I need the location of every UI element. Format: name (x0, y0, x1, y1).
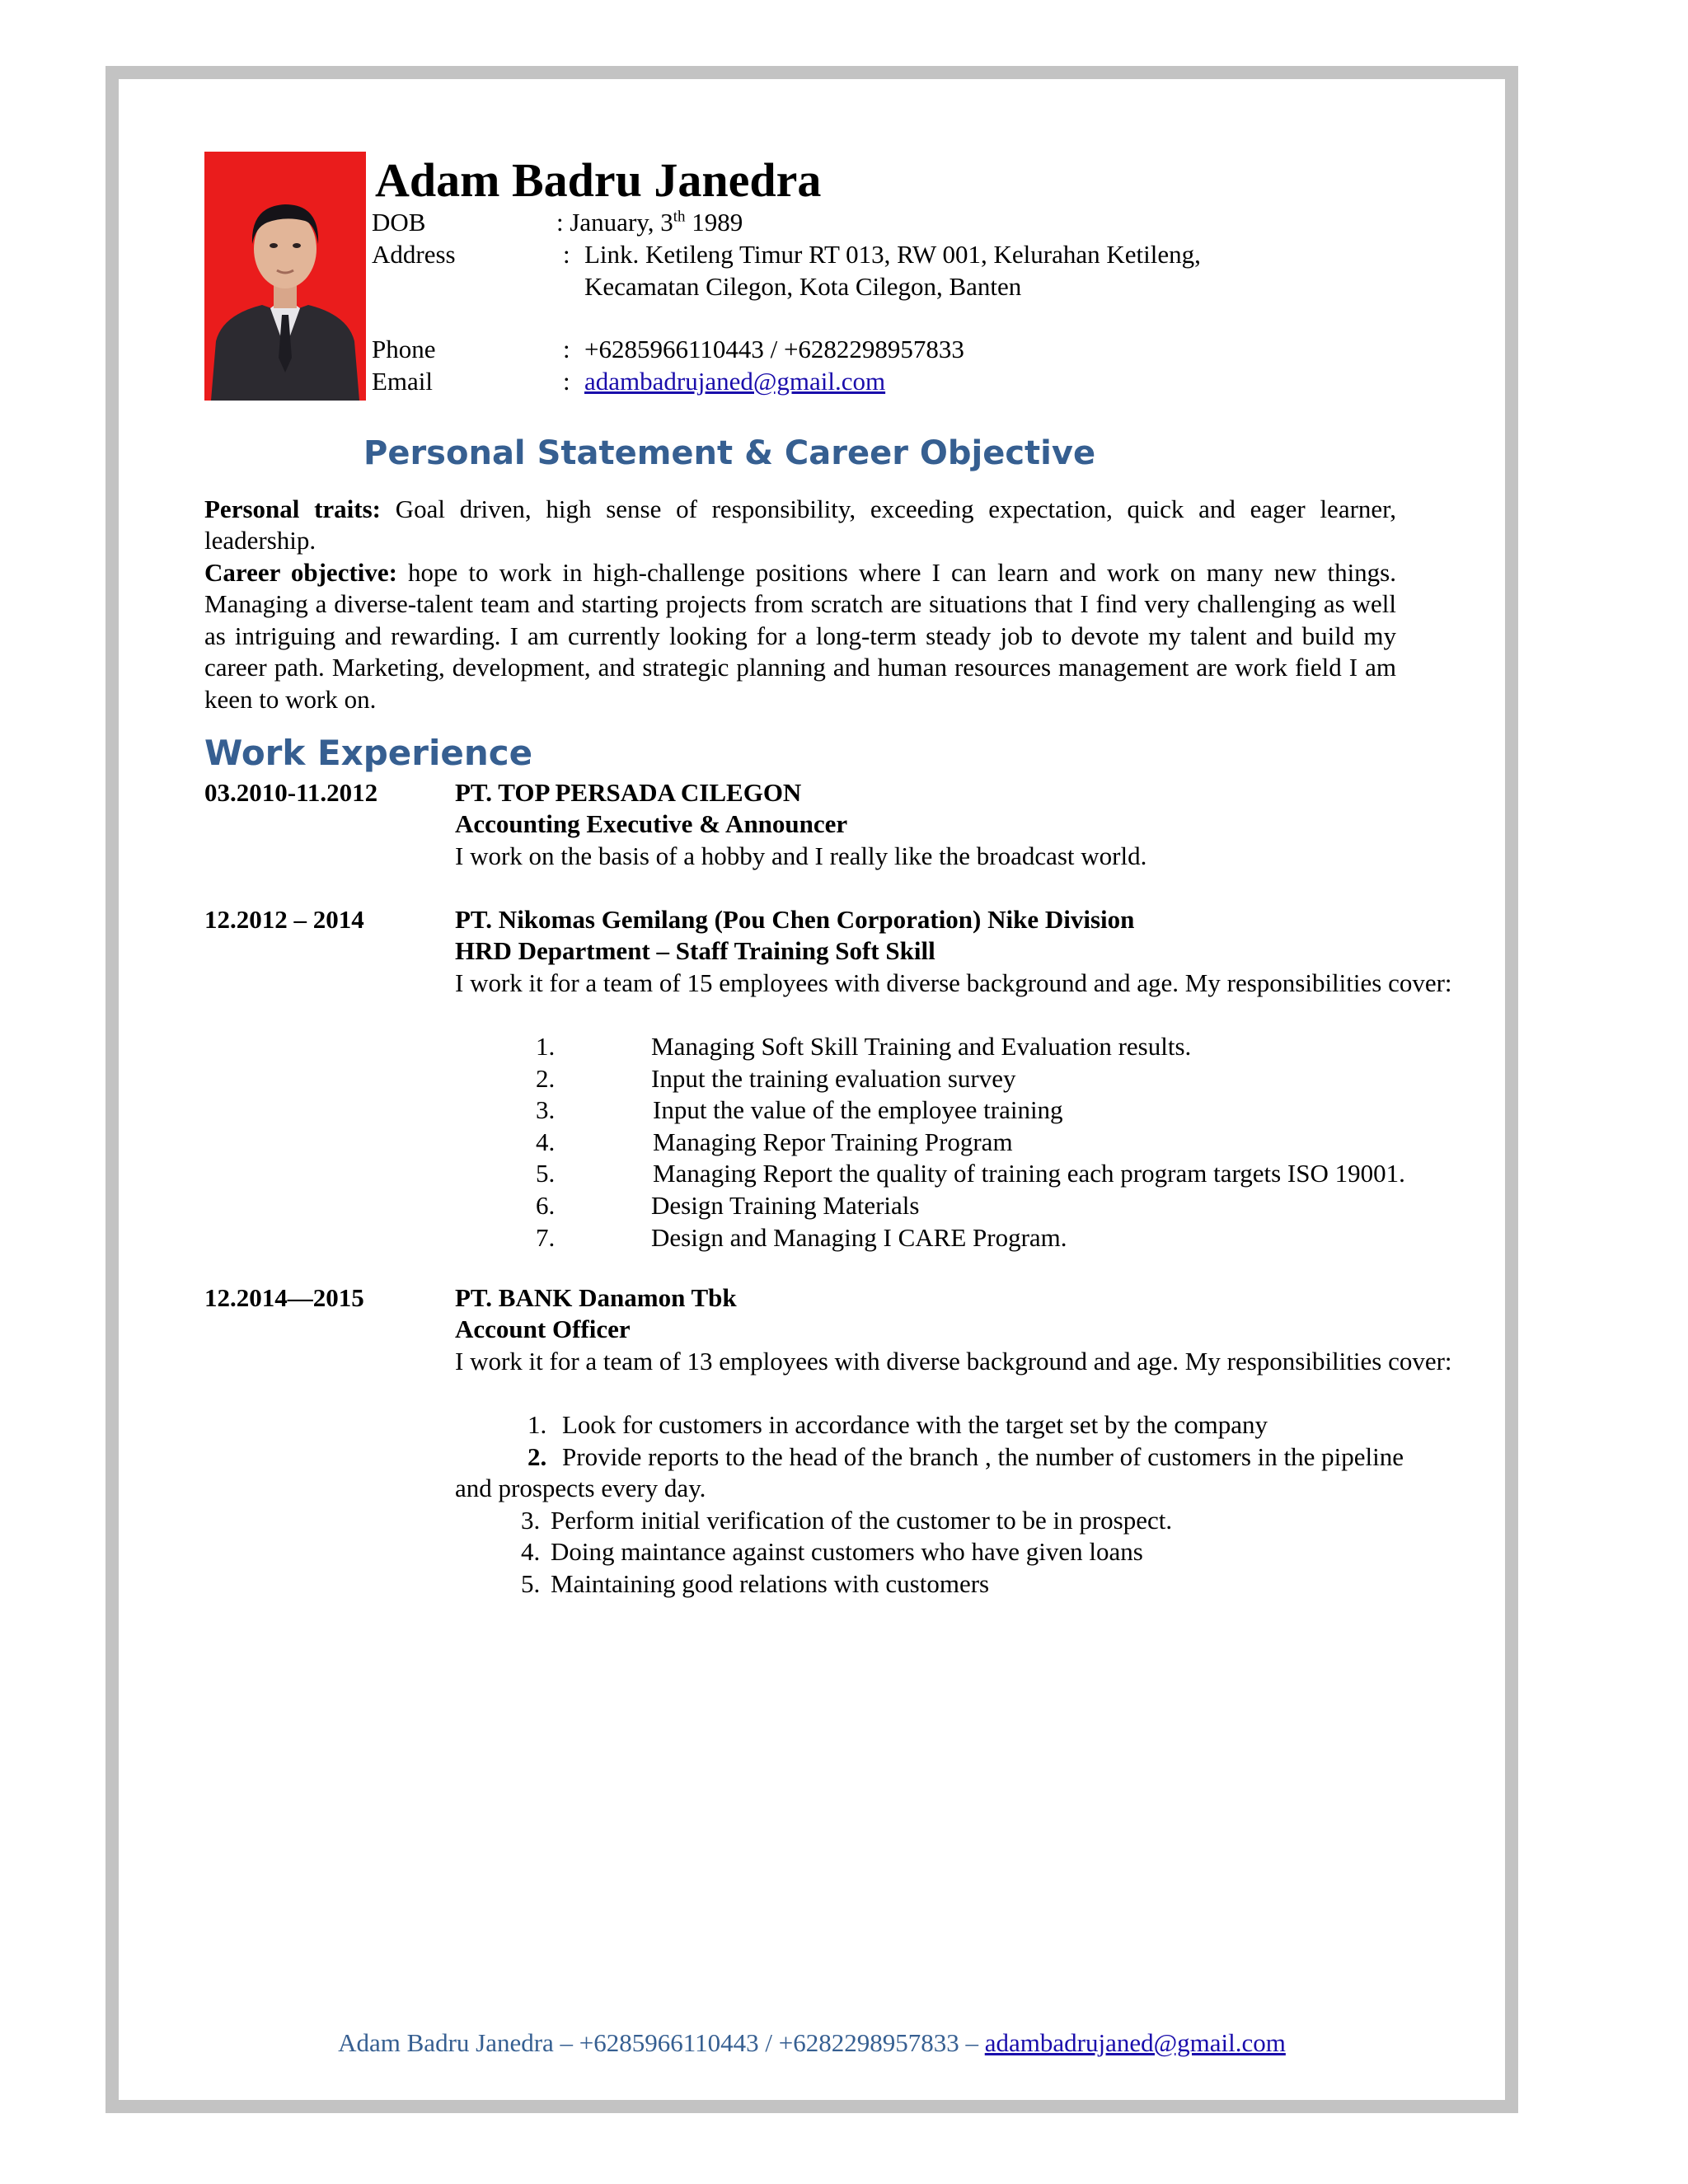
job-1-company: PT. TOP PERSADA CILEGON (455, 778, 802, 807)
job-2-description: I work it for a team of 15 employees with diverse background and age. My responsibilities cover: (455, 968, 1452, 997)
personal-traits: Personal traits: Goal driven, high sense of responsibility, exceeding expectation, quick and eager learner, leadership. (204, 494, 1396, 555)
job-1-date: 03.2010-11.2012 (204, 778, 378, 807)
job-3-date: 12.2014—2015 (204, 1283, 364, 1312)
email-link[interactable]: adambadrujaned@gmail.com (584, 367, 886, 396)
list-item-number: 6. (536, 1191, 556, 1220)
email-label: Email (372, 367, 434, 396)
dob-label: DOB (372, 208, 426, 237)
section-heading-statement: Personal Statement & Career Objective (363, 434, 1096, 472)
list-item: Design Training Materials (651, 1191, 920, 1220)
list-item: Doing maintance against customers who have given loans (551, 1537, 1143, 1567)
email-colon: : (563, 367, 570, 396)
address-line-2: Kecamatan Cilegon, Kota Cilegon, Banten (584, 272, 1022, 301)
phone-value: +6285966110443 / +6282298957833 (584, 335, 964, 363)
section-heading-work-experience: Work Experience (204, 733, 533, 773)
phone-label: Phone (372, 335, 436, 363)
job-3-description: I work it for a team of 13 employees with diverse background and age. My responsibilities cover: (455, 1346, 1452, 1376)
job-1-role: Accounting Executive & Announcer (455, 809, 848, 839)
job-3-role: Account Officer (455, 1315, 631, 1344)
footer-email-link[interactable]: adambadrujaned@gmail.com (984, 2028, 1286, 2057)
list-item-number: 4. (536, 1127, 556, 1156)
job-2 (455, 904, 1490, 999)
page-footer (0, 2028, 1624, 2058)
job-1 (455, 777, 1146, 872)
job-2-role: HRD Department – Staff Training Soft Skill (455, 936, 935, 966)
list-item: Managing Soft Skill Training and Evaluation results. (651, 1032, 1192, 1061)
job-1-description: I work on the basis of a hobby and I really like the broadcast world. (455, 841, 1147, 870)
career-objective: Career objective: hope to work in high-challenge positions where I can learn and work on many new things. Managing a diverse-talent team and starting projects from scratch are situations that I find very challenging as well as intriguing and rewarding. I am currently looking for a long-term steady job to devote my talent and build my career path. Marketing, development, and strategic planning and human resources management are work field I am keen to work on. (204, 558, 1397, 714)
list-item: Input the value of the employee training (653, 1095, 1063, 1125)
list-item: Provide reports to the head of the branch , the number of customers in the pipeline (562, 1441, 1404, 1471)
dob-value: : January, 3th 1989 (556, 208, 743, 237)
list-item-continuation: and prospects every day. (455, 1474, 706, 1503)
list-item-number: 7. (536, 1222, 556, 1252)
profile-photo (204, 152, 366, 401)
job-3-company: PT. BANK Danamon Tbk (455, 1283, 737, 1312)
job-2-company: PT. Nikomas Gemilang (Pou Chen Corporation) Nike Division (455, 905, 1135, 934)
job-3 (455, 1282, 1490, 1377)
list-item-number: 4. (521, 1537, 541, 1567)
list-item: Look for customers in accordance with the target set by the company (562, 1410, 1268, 1439)
list-item-number: 1. (536, 1032, 556, 1061)
phone-colon: : (563, 335, 570, 363)
list-item-number: 5. (536, 1159, 556, 1188)
list-item-number: 3. (521, 1505, 541, 1535)
job-2-date: 12.2012 – 2014 (204, 905, 364, 934)
list-item: Design and Managing I CARE Program. (651, 1222, 1067, 1252)
footer-contact: Adam Badru Janedra – +6285966110443 / +6282298957833 – (338, 2028, 985, 2057)
list-item: Perform initial verification of the customer to be in prospect. (551, 1505, 1173, 1535)
list-item-number: 1. (528, 1410, 547, 1439)
address-line-1: Link. Ketileng Timur RT 013, RW 001, Kelurahan Ketileng, (584, 240, 1201, 269)
list-item-number: 3. (536, 1095, 556, 1125)
list-item-number: 5. (521, 1569, 541, 1598)
list-item: Maintaining good relations with customers (551, 1569, 990, 1598)
list-item: Managing Report the quality of training each program targets ISO 19001. (653, 1159, 1405, 1188)
list-item-number: 2. (536, 1063, 556, 1093)
list-item-number: 2. (528, 1441, 547, 1471)
address-label: Address (372, 240, 456, 269)
candidate-name: Adam Badru Janedra (375, 153, 822, 207)
list-item: Input the training evaluation survey (651, 1063, 1016, 1093)
list-item: Managing Repor Training Program (653, 1127, 1013, 1156)
address-colon: : (563, 240, 570, 269)
